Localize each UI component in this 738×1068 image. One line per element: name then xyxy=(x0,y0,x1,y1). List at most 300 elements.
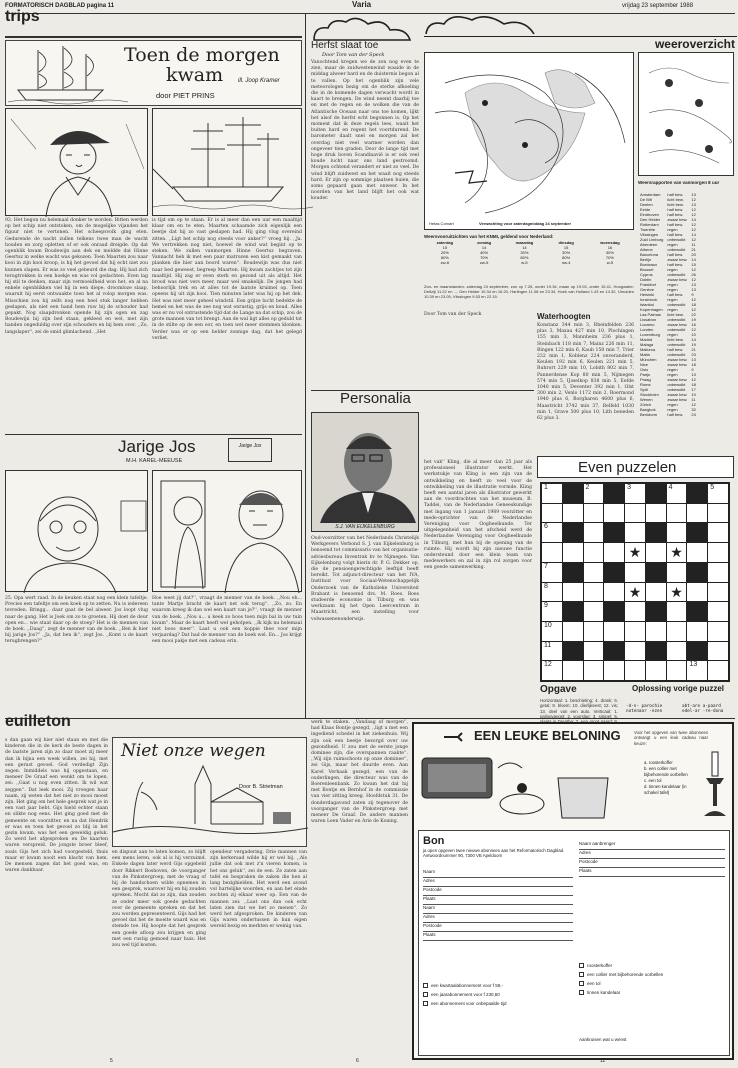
jos-author: M.H. KAREL-MEEUSE xyxy=(126,458,183,464)
hand-pointer-icon xyxy=(442,728,466,746)
puzzle-cell[interactable] xyxy=(584,563,604,582)
beloning-box xyxy=(412,722,734,1060)
city-weer: half bew. xyxy=(667,292,684,297)
puzzle-cell[interactable] xyxy=(584,583,604,602)
story1-illustrator: ill. Joop Kramer xyxy=(238,78,280,84)
form-field[interactable] xyxy=(423,905,573,914)
feuilleton-story-title: Niet onze wegen xyxy=(121,741,266,761)
forecast-wind: zw-5 xyxy=(479,260,489,265)
header-center: Varia xyxy=(352,0,372,9)
puzzle-cell[interactable] xyxy=(646,602,666,621)
column-rule xyxy=(305,14,306,718)
puzzle-cell[interactable] xyxy=(646,583,666,602)
city-weer: licht bew. xyxy=(667,202,684,207)
story1-title-2: kwam xyxy=(166,64,224,86)
bon-right-fields[interactable] xyxy=(579,841,725,877)
checkbox[interactable] xyxy=(579,981,584,986)
puzzle-cell[interactable] xyxy=(563,523,583,542)
checkbox[interactable] xyxy=(423,1001,428,1006)
forecast-day: dinsdag xyxy=(558,240,574,245)
city-city: Athene xyxy=(640,247,653,252)
puzzle-cell[interactable] xyxy=(563,543,583,562)
checkbox[interactable] xyxy=(423,983,428,988)
city-city: Praag xyxy=(640,377,651,382)
puzzle-number: 10 xyxy=(544,621,552,629)
city-t: 17 xyxy=(691,387,696,392)
city-t: 13 xyxy=(691,192,696,197)
header-left: FORMATORISCH DAGBLAD pagina 11 xyxy=(5,3,115,9)
puzzle-cell[interactable] xyxy=(667,504,687,523)
puzzle-cell[interactable] xyxy=(687,543,707,562)
puzzle-cell[interactable] xyxy=(667,484,687,503)
checkbox-row[interactable] xyxy=(423,981,573,990)
city-city: Benidorm xyxy=(640,412,658,417)
city-t: 16 xyxy=(691,322,696,327)
puzzle-number: 9 xyxy=(544,602,548,610)
city-city: Malaga xyxy=(640,342,654,347)
puzzle-number: 4 xyxy=(668,484,673,491)
star-icon: ★ xyxy=(670,544,683,561)
puzzle-cell[interactable] xyxy=(667,642,687,661)
city-t: 19 xyxy=(691,317,696,322)
portrait-photo xyxy=(312,413,420,523)
story1-header xyxy=(5,40,302,106)
forecast-rain: 80% xyxy=(562,255,571,260)
city-city: Bangkok xyxy=(640,407,656,412)
puzzle-cell[interactable] xyxy=(667,661,687,680)
puzzle-cell[interactable] xyxy=(667,622,687,641)
puzzle-cell[interactable] xyxy=(625,661,645,680)
puzzle-cell[interactable] xyxy=(667,583,687,602)
form-field-label: Postcode xyxy=(423,887,442,892)
opgave-text: Horizontaal: 1. beschieting; 4. drank; 6. getal; 8. bloem; 10. dierlijkeest; 12. vis; 13. deel van een auto. Verticaal: 1. palingvangst; 2. voorslag; 3. simpel; 5. xyxy=(540,698,618,719)
city-weer: zwaar bew. xyxy=(667,397,688,402)
city-city: Vlissingen xyxy=(640,232,659,237)
weer-cloud-icon xyxy=(424,14,584,36)
city-t: 12 xyxy=(691,212,696,217)
forecast-table xyxy=(424,240,634,282)
forecast-wind: zw-6 xyxy=(440,260,450,265)
city-city: De Bilt xyxy=(640,197,652,202)
city-t: 14 xyxy=(691,337,696,342)
form-field-label: Naam xyxy=(423,869,436,874)
city-t: 10 xyxy=(691,392,696,397)
puzzle-cell[interactable] xyxy=(604,583,624,602)
puzzel-banner xyxy=(537,456,734,478)
puzzle-cell[interactable] xyxy=(584,504,604,523)
story1-panel-ship xyxy=(152,108,302,216)
puzzle-cell[interactable] xyxy=(708,622,728,641)
city-weer: regen xyxy=(667,307,678,312)
city-city: Las Palmas xyxy=(640,312,661,317)
puzzle-cell[interactable] xyxy=(542,504,562,523)
page-number-left: 5 xyxy=(110,1058,113,1064)
city-weer: half bew. xyxy=(667,262,684,267)
puzzle-cell[interactable] xyxy=(667,602,687,621)
feuilleton-col2: en dispuut aan te laten komen, zo blijft een mens leren, ook al is hij verzuimd. Enkele dagen later werd Gijs opgebeld door Rikkert Boshoven, de voorganger van de Pinkstergroep, met de vraag of hij de handschoen wilde opnemen in een gesprek, waarover hij en hij zouden spreken. Mocht dat zo zijn, dan zouden ze onder meer ook goede gedachten over de gemeente spreken en dat het zou worden gepresenteerd. Gijs had het gevoel dat het de moeite waard was en stemde toe. Hij hoopte dat het gesprek een goede afloop zou krijgen en ging met een rustig gemoed naar huis. Het zou wel tijd kosten. xyxy=(112,850,206,949)
puzzle-cell[interactable] xyxy=(584,642,604,661)
bon-form[interactable] xyxy=(418,830,730,1056)
checkbox[interactable] xyxy=(579,990,584,995)
city-t: 13 xyxy=(691,202,696,207)
puzzle-cell[interactable] xyxy=(625,504,645,523)
city-t: 10 xyxy=(691,332,696,337)
checkbox-row[interactable] xyxy=(423,990,573,999)
puzzle-cell[interactable] xyxy=(542,523,562,542)
city-city: Den Helder xyxy=(640,217,661,222)
gift-illustrations xyxy=(418,748,618,826)
form-field[interactable] xyxy=(423,932,573,941)
city-weer: regen xyxy=(667,407,678,412)
checkbox-row[interactable] xyxy=(579,970,725,979)
puzzle-cell[interactable] xyxy=(687,563,707,582)
puzzle-cell[interactable] xyxy=(563,563,583,582)
city-t: 12 xyxy=(691,197,696,202)
city-weer: onbewolkt xyxy=(667,342,686,347)
city-city: Brussel xyxy=(640,267,654,272)
feuilleton-title: euilleton xyxy=(5,713,71,730)
checkbox[interactable] xyxy=(423,992,428,997)
puzzle-cell[interactable] xyxy=(625,602,645,621)
city-weer: onbewolkt xyxy=(667,237,686,242)
city-t: 14 xyxy=(691,217,696,222)
puzzle-cell[interactable] xyxy=(542,661,562,680)
city-t: 12 xyxy=(691,227,696,232)
checkbox-label: een abonnement voor onbepaalde tijd xyxy=(431,1001,507,1006)
form-field[interactable] xyxy=(579,850,725,859)
oplossing-col1: -d-n- parochie notenaar -ezen xyxy=(626,704,663,715)
city-city: Rotterdam xyxy=(640,222,659,227)
puzzle-cell[interactable] xyxy=(604,661,624,680)
city-city: Parijs xyxy=(640,372,651,377)
weer-banner xyxy=(424,36,737,50)
city-t: 23 xyxy=(691,352,696,357)
city-t: 19 xyxy=(691,342,696,347)
bon-right-checks[interactable] xyxy=(579,961,725,997)
city-t: 12 xyxy=(691,377,696,382)
puzzle-cell[interactable] xyxy=(604,642,624,661)
form-field-label: Naam aanbrenger xyxy=(579,841,616,846)
form-field[interactable] xyxy=(423,869,573,878)
form-field[interactable] xyxy=(579,868,725,877)
puzzle-cell[interactable] xyxy=(708,543,728,562)
forecast-rain: 70% xyxy=(480,255,489,260)
form-field-label: Postcode xyxy=(423,923,442,928)
city-city: Malta xyxy=(640,352,650,357)
forecast-sun: 30% xyxy=(562,250,571,255)
city-weer: regen xyxy=(667,402,678,407)
header-rule xyxy=(5,13,735,14)
puzzle-cell[interactable] xyxy=(646,484,666,503)
forecast-temp: 15 xyxy=(442,245,448,250)
city-table xyxy=(638,192,698,417)
city-weer: regen xyxy=(667,332,678,337)
form-field-label: Plaats xyxy=(423,932,436,937)
puzzle-cell[interactable] xyxy=(625,563,645,582)
city-weer: half bew. xyxy=(667,412,684,417)
puzzle-cell[interactable] xyxy=(584,602,604,621)
puzzel-title: Even puzzelen xyxy=(578,459,677,476)
puzzle-cell[interactable] xyxy=(625,583,645,602)
forecast-sun: 20% xyxy=(440,250,449,255)
ship-at-anchor-drawing xyxy=(153,109,303,217)
jos-logo xyxy=(228,438,272,462)
puzzle-cell[interactable] xyxy=(604,504,624,523)
puzzle-cell[interactable] xyxy=(625,543,645,562)
bon-intro: ja open opgeven twee nieuwe abonnees aan het Reformatorisch Dagblad. Antwoordnummer 90, 7300 VB Apeldoorn xyxy=(423,848,565,859)
puzzle-cell[interactable] xyxy=(667,543,687,562)
city-city: Mallorca xyxy=(640,347,656,352)
checkbox-row[interactable] xyxy=(423,999,573,1008)
puzzle-cell[interactable] xyxy=(584,661,604,680)
forecast-day: maandag xyxy=(515,240,534,245)
city-weer: onbewolkt xyxy=(667,387,686,392)
beloning-intro: Voor het opgeven van twee abonnees ontvangt u een leuk cadeau naar keuze: xyxy=(634,730,708,746)
puzzle-cell[interactable] xyxy=(687,583,707,602)
city-weer: half bew. xyxy=(667,192,684,197)
puzzle-cell[interactable] xyxy=(542,543,562,562)
bon-footer-text: Aankruisen wat u wenst xyxy=(579,1037,627,1042)
checkbox-row[interactable] xyxy=(579,988,725,997)
city-city: Lissabon xyxy=(640,317,657,322)
puzzle-cell[interactable] xyxy=(687,622,707,641)
puzzle-cell[interactable] xyxy=(708,523,728,542)
puzzle-cell[interactable] xyxy=(625,622,645,641)
puzzle-cell[interactable] xyxy=(542,484,562,503)
puzzle-cell[interactable] xyxy=(604,543,624,562)
checkbox-label: een tol xyxy=(587,981,601,986)
puzzle-cell[interactable] xyxy=(625,642,645,661)
herfst-title: Herfst slaat toe xyxy=(311,40,379,51)
waterhoogten-title: Waterhoogten xyxy=(537,312,591,321)
city-weer: half bew. xyxy=(667,222,684,227)
city-city: München xyxy=(640,357,657,362)
puzzle-cell[interactable] xyxy=(625,523,645,542)
city-weer: regen xyxy=(667,372,678,377)
man-with-hat-drawing xyxy=(6,109,149,217)
checkbox-label: een kwartaalabonnement voor f 59,- xyxy=(431,983,504,988)
forecast-wind: nw-4 xyxy=(561,260,571,265)
puzzle-number: 8 xyxy=(544,582,548,590)
city-weer: zwaar bew. xyxy=(667,322,688,327)
candlestick-icon xyxy=(698,750,732,824)
puzzle-number: 12 xyxy=(544,661,552,669)
puzzle-cell[interactable] xyxy=(584,523,604,542)
bon-fields[interactable] xyxy=(423,869,573,941)
puzzle-cell[interactable] xyxy=(646,523,666,542)
city-weer: zwaar bew. xyxy=(667,217,688,222)
city-t: 21 xyxy=(691,347,696,352)
strips-title: trips xyxy=(5,8,40,25)
city-t: 12 xyxy=(691,327,696,332)
forecast-rain: 80% xyxy=(520,255,529,260)
city-weer: onbewolkt xyxy=(667,272,686,277)
city-weer: licht bew. xyxy=(667,312,684,317)
puzzle-grid[interactable] xyxy=(540,482,730,682)
city-t: 20 xyxy=(691,252,696,257)
weer-notes: Zon- en maanstanden: zaterdag 24 september, zon op 7.26, onder 19.34, maan op 19.03, onder 10.41. Hoogwater: Delfzijl 11.22 en ..., Den Helder 10.34 en 16.20, Harlingen 11.08 en 23.34, Hoek van Holland 1.43 en 14.32, IJmuiden 10.39 en 23.05, Vlissingen 9.53 en 22.15. xyxy=(424,284,634,299)
city-city: Kopenhagen xyxy=(640,307,663,312)
puzzle-cell[interactable] xyxy=(563,504,583,523)
city-city: Genève xyxy=(640,287,655,292)
city-weather-table xyxy=(638,192,734,454)
puzzle-cell[interactable] xyxy=(584,484,604,503)
weather-symbols xyxy=(638,52,734,176)
jos-panel-boy xyxy=(152,470,302,592)
puzzle-cell[interactable] xyxy=(708,602,728,621)
forecast-row-wind xyxy=(424,260,634,265)
bon-checks[interactable] xyxy=(423,981,573,1008)
waterhoogten-text: Konstanz 344 min 3, Rheinfelden 236 plus 3, Maxau 427 min 10, Plochingen 155 min 3, Mannheim 236 plus 1, Steinbach 118 min 7, Mainz 226 min 11, Bingen 122 min 6, Kaub 150 min 7, Trier 232 min 1, Koblenz 224 onveranderd, Keulen 192 min 6, Keulen 221 min 5, Ruhrort 229 min 10, Lobith 802 min 7, Pannerdense Kop 80 min 5, Nijmegen 574 min 5, IJsselkop 838 min 5, Eefde 1040 min 5, Deventer 392 min 1, Olst 300 min 2, Venlo 1172 min 2, Roermond 1940 plus 6, Borgharen 4600 plus 6, Maastricht 3742 min 37, Belfeld 1030 min 1, Grave 500 plus 10, Lith beneden 62 plus 3. xyxy=(537,323,634,422)
personalia-col1: Oud-voorzitter van het Nederlands Christelijk Werkgevers Verbond S. J. van Eijkelenburg is benoemd tot commissaris van het organisatie-adviesbureau Inventrak bv te Nijmegen. Van Eijkelenburg volgt hierin dr. P. G. Dekker op, die de pensioengerechtigde leeftijd heeft bereikt. Tot adjunct-directeur van het IVA, Instituut voor Sociaal-Wetenschappelijk Onderzoek van de Katholieke Universiteit Brabant is benoemd drs. M. Roes. Roes studeerde economie in Tilburg en was werkzaam bij het Open Leercentrum in Maastricht, een instelling voor volwassenenonderwijs. xyxy=(311,536,419,622)
puzzle-cell[interactable] xyxy=(646,504,666,523)
puzzle-cell[interactable] xyxy=(708,661,728,680)
weather-symbols-map xyxy=(639,53,735,177)
puzzle-cell[interactable] xyxy=(667,563,687,582)
city-city: Frankfort xyxy=(640,282,657,287)
city-city: Twenthe xyxy=(640,227,656,232)
story1-panel-man xyxy=(5,108,148,216)
form-field[interactable] xyxy=(579,859,725,868)
jos-logo-text: Jarige Jos xyxy=(238,443,262,449)
puzzle-cell[interactable] xyxy=(646,563,666,582)
city-t: 12 xyxy=(691,402,696,407)
city-weer: licht bew. xyxy=(667,197,684,202)
city-weer: onbewolkt xyxy=(667,382,686,387)
puzzle-cell[interactable] xyxy=(563,642,583,661)
puzzle-cell[interactable] xyxy=(604,622,624,641)
city-city: Locarno xyxy=(640,322,655,327)
puzzle-cell[interactable] xyxy=(687,642,707,661)
puzzle-cell[interactable] xyxy=(604,563,624,582)
forecast-temp: 14 xyxy=(481,245,487,250)
puzzle-cell[interactable] xyxy=(604,484,624,503)
form-field[interactable] xyxy=(423,923,573,932)
forecast-sun: 40% xyxy=(480,250,489,255)
city-weer: regen xyxy=(667,297,678,302)
city-weer: zwaar bew. xyxy=(667,357,688,362)
puzzle-cell[interactable] xyxy=(646,642,666,661)
puzzle-cell[interactable] xyxy=(542,563,562,582)
puzzle-cell[interactable] xyxy=(687,484,707,503)
puzzle-cell[interactable] xyxy=(563,661,583,680)
puzzle-cell[interactable] xyxy=(563,484,583,503)
city-city: Eindhoven xyxy=(640,212,659,217)
story1-col2: is tijd om op te staan. Er is al meer dan een uur een maaltijd klaar om en te eten. Maarten schaamde zich eigenlijk een beetje dat hij zo vast geslapen had. Hij ging vlug overeind zitten. ,,Ligt het schip nog steeds voor anker?'' vroeg hij. ,,Ja. We vertrekken nog niet, hoewel de wind wat begint op te steken. We zullen vanmorgen Hinne Geertsz begraven. Vannacht heb ik met een paar matrozen een kist gemaakt van planken die hier aan boord waren''. Boudewijn was dus niet naar bed geweest, begreep Maarten. Hij kwam zachtjes tot zijn maaltijd. Hij zag er even sterk en gezond uit als altijd. Het brood was niet vers meer, maar wel smakelijk. De jongen had behoorlijk trek en at alles tot de laatste kruimel op. Toen opeens hij uit zijn kooi. Tien minuten later was hij op het dek. Het was niet meer geheel windstil. Een grijze lucht bedekte de hemel en het was de zee nog wat onrustig, grijs en koud. Alles was er nu vol ontrustende tijd dat de Lange na dat schip, zou de grote mannen van tot brengt. Aan de wal ligt alles op geduld tot in de stilte op de een oor, en toen wel meer stemmen klonken. Verder was er op een helder zonnige dag, dat het gelegd verliet. xyxy=(152,218,302,341)
gift-list xyxy=(644,760,700,796)
form-field[interactable] xyxy=(423,878,573,887)
puzzle-cell[interactable] xyxy=(625,484,645,503)
city-city: Barcelona xyxy=(640,252,659,257)
oplossing-col2: abt-are a-paard edel-ar -re-dona xyxy=(682,704,724,715)
weer-table-title: Weersrapporten van vanmorgen 8 uur xyxy=(638,180,720,185)
checkbox-row[interactable] xyxy=(579,979,725,988)
checkbox-label: een collier met bijbehorende oorbellen xyxy=(587,972,664,977)
city-city: Istanbul xyxy=(640,302,655,307)
form-field[interactable] xyxy=(423,887,573,896)
puzzle-cell[interactable] xyxy=(687,504,707,523)
city-t: 9 xyxy=(691,367,694,372)
puzzle-cell[interactable] xyxy=(563,622,583,641)
feuilleton-rule xyxy=(5,718,735,719)
form-field[interactable] xyxy=(579,841,725,850)
city-city: Eelde xyxy=(640,207,651,212)
city-t: 18 xyxy=(691,362,696,367)
map-credit: Hetas Comart xyxy=(429,220,454,226)
puzzle-cell[interactable] xyxy=(708,504,728,523)
city-weer: half bew. xyxy=(667,347,684,352)
puzzle-cell[interactable] xyxy=(646,543,666,562)
puzzle-cell[interactable] xyxy=(646,622,666,641)
city-t: 12 xyxy=(691,297,696,302)
city-t: 15 xyxy=(691,262,696,267)
weer-title: weeroverzicht xyxy=(654,37,735,51)
puzzle-cell[interactable] xyxy=(604,602,624,621)
city-t: 12 xyxy=(691,207,696,212)
puzzle-cell[interactable] xyxy=(542,622,562,641)
puzzle-cell[interactable] xyxy=(604,523,624,542)
city-t: 12 xyxy=(691,237,696,242)
bon-footer xyxy=(579,1037,627,1043)
checkbox[interactable] xyxy=(579,972,584,977)
city-weer: regen xyxy=(667,287,678,292)
puzzle-cell[interactable] xyxy=(708,583,728,602)
puzzle-cell[interactable] xyxy=(542,642,562,661)
city-weer: regen xyxy=(667,242,678,247)
city-t: 9 xyxy=(691,292,694,297)
herfst-col: Vanochtend kregen we de zon nog even te zien, maar de zuidwestenwind waaide in de middag alweer hard en de duisternis begon al te vallen. Op het ogenblik zijn vele meteorologen bezig om de sterke afkoeling die in de komende dagen verwacht wordt in kaart te brengen. De wind neemt daarbij toe en met de regen en de wolken die van de Atlantische Oceaan naar ons toe komen, lijkt het alsof de herfst echt begonnen is. Op het moment dat ik deze regels lees, waait het buiten hard en regent het voortdurend. De barometer daalt snel en morgen zal het overdag niet veel warmer worden dan ongeveer tien graden. Door de lange tijd met hoge druk boven Scandinavië is er ook veel koude lucht naar ons land gestroomd. Morgen ochtend verandert er niet zo veel. De wind blijft zuidwest en het waait nog steeds hard. Er zijn op sommige plaatsen buien, die soms gepaard gaan met onweer. In het noorden van het land blijft het ook wat kouder. xyxy=(311,60,419,202)
forecast-days xyxy=(424,240,634,265)
form-field-label: Postcode xyxy=(579,859,598,864)
checkbox[interactable] xyxy=(579,963,584,968)
forecast-sun: 30% xyxy=(605,250,614,255)
puzzle-cell[interactable] xyxy=(667,523,687,542)
puzzle-cell[interactable] xyxy=(687,661,707,680)
puzzle-cell[interactable] xyxy=(687,523,707,542)
city-t: 22 xyxy=(691,312,696,317)
city-weer: half bew. xyxy=(667,207,684,212)
puzzle-cell[interactable] xyxy=(708,484,728,503)
puzzle-cell[interactable] xyxy=(584,622,604,641)
puzzle-cell[interactable] xyxy=(646,661,666,680)
puzzle-cell[interactable] xyxy=(687,602,707,621)
city-city: Londen xyxy=(640,327,654,332)
forecast-wind: w-5 xyxy=(521,260,528,265)
puzzle-cell[interactable] xyxy=(563,583,583,602)
puzzle-cell[interactable] xyxy=(542,583,562,602)
puzzle-cell[interactable] xyxy=(584,543,604,562)
beloning-title: EEN LEUKE BELONING xyxy=(474,728,621,743)
oplossing-title: Oplossing vorige puzzel xyxy=(631,684,724,693)
city-t: 12 xyxy=(691,307,696,312)
city-t: 13 xyxy=(691,372,696,377)
city-weer: zwaar bew. xyxy=(667,277,688,282)
forecast-rain: 80% xyxy=(440,255,449,260)
puzzle-cell[interactable] xyxy=(708,642,728,661)
forecast-sun: 30% xyxy=(520,250,529,255)
city-t: 26 xyxy=(691,272,696,277)
puzzle-cell[interactable] xyxy=(708,563,728,582)
puzzle-cell[interactable] xyxy=(542,602,562,621)
checkbox-row[interactable] xyxy=(579,961,725,970)
city-t: 18 xyxy=(691,382,696,387)
puzzle-cell[interactable] xyxy=(563,602,583,621)
city-t: 18 xyxy=(691,302,696,307)
form-field[interactable] xyxy=(423,914,573,923)
bon-title: Bon xyxy=(423,835,445,847)
form-field[interactable] xyxy=(423,896,573,905)
city-t: 12 xyxy=(691,222,696,227)
